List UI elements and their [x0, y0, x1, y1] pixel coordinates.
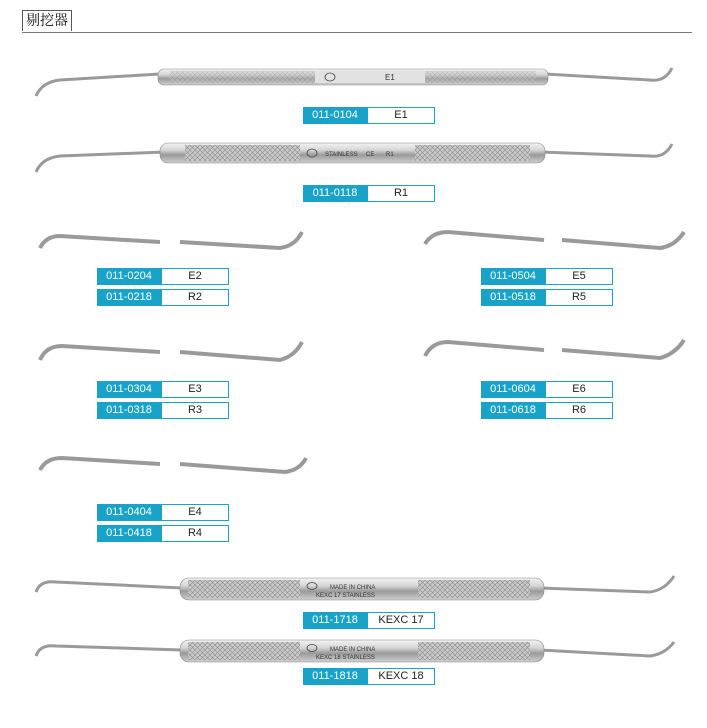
product-label — [97, 381, 229, 398]
product-code: 011-0618 — [481, 402, 545, 419]
svg-text:R1: R1 — [386, 152, 394, 158]
instrument-e6-r6 — [425, 340, 684, 358]
product-name: E3 — [161, 381, 229, 398]
product-code: 011-0104 — [303, 107, 367, 124]
svg-text:CE: CE — [366, 152, 375, 158]
product-name: E5 — [545, 268, 613, 285]
product-name: R3 — [161, 402, 229, 419]
product-code: 011-1718 — [303, 612, 367, 629]
product-label — [97, 525, 229, 542]
instrument-r1 — [36, 143, 672, 172]
product-code: 011-0118 — [303, 185, 367, 202]
product-label — [303, 107, 435, 124]
product-code: 011-0504 — [481, 268, 545, 285]
product-name: KEXC 17 — [367, 612, 435, 629]
product-label — [481, 402, 613, 419]
product-name: R4 — [161, 525, 229, 542]
product-label — [97, 268, 229, 285]
product-code: 011-0304 — [97, 381, 161, 398]
product-name: R6 — [545, 402, 613, 419]
product-name: R5 — [545, 289, 613, 306]
instrument-kexc18 — [36, 640, 674, 662]
product-code: 011-0204 — [97, 268, 161, 285]
svg-text:MADE IN CHINA: MADE IN CHINA — [330, 585, 376, 591]
product-code: 011-0418 — [97, 525, 161, 542]
instrument-e3-r3 — [40, 342, 302, 360]
product-label — [481, 268, 613, 285]
product-code: 011-0604 — [481, 381, 545, 398]
product-code: 011-0218 — [97, 289, 161, 306]
product-label — [303, 668, 435, 685]
product-label — [481, 289, 613, 306]
instrument-e2-r2 — [40, 232, 302, 248]
product-name: E1 — [367, 107, 435, 124]
svg-text:KEXC 18 STAINLESS: KEXC 18 STAINLESS — [316, 655, 375, 661]
product-name: E2 — [161, 268, 229, 285]
svg-text:MADE IN CHINA: MADE IN CHINA — [330, 647, 376, 653]
product-code: 011-0518 — [481, 289, 545, 306]
product-name: R1 — [367, 185, 435, 202]
product-label — [303, 612, 435, 629]
svg-text:KEXC 17 STAINLESS: KEXC 17 STAINLESS — [316, 593, 375, 599]
product-name: E4 — [161, 504, 229, 521]
instrument-kexc17 — [36, 576, 674, 600]
instrument-e1 — [36, 68, 672, 96]
product-name: R2 — [161, 289, 229, 306]
product-name: KEXC 18 — [367, 668, 435, 685]
page-title: 剔挖器 — [22, 10, 72, 31]
product-label — [97, 504, 229, 521]
product-code: 011-0318 — [97, 402, 161, 419]
product-name: E6 — [545, 381, 613, 398]
instrument-e4-r4 — [40, 458, 306, 472]
instrument-e5-r5 — [425, 232, 684, 248]
engraving-e1: E1 — [385, 73, 395, 82]
svg-text:STAINLESS: STAINLESS — [325, 152, 358, 158]
product-code: 011-1818 — [303, 668, 367, 685]
product-code: 011-0404 — [97, 504, 161, 521]
product-label — [97, 402, 229, 419]
product-label — [481, 381, 613, 398]
product-label — [97, 289, 229, 306]
product-label — [303, 185, 435, 202]
